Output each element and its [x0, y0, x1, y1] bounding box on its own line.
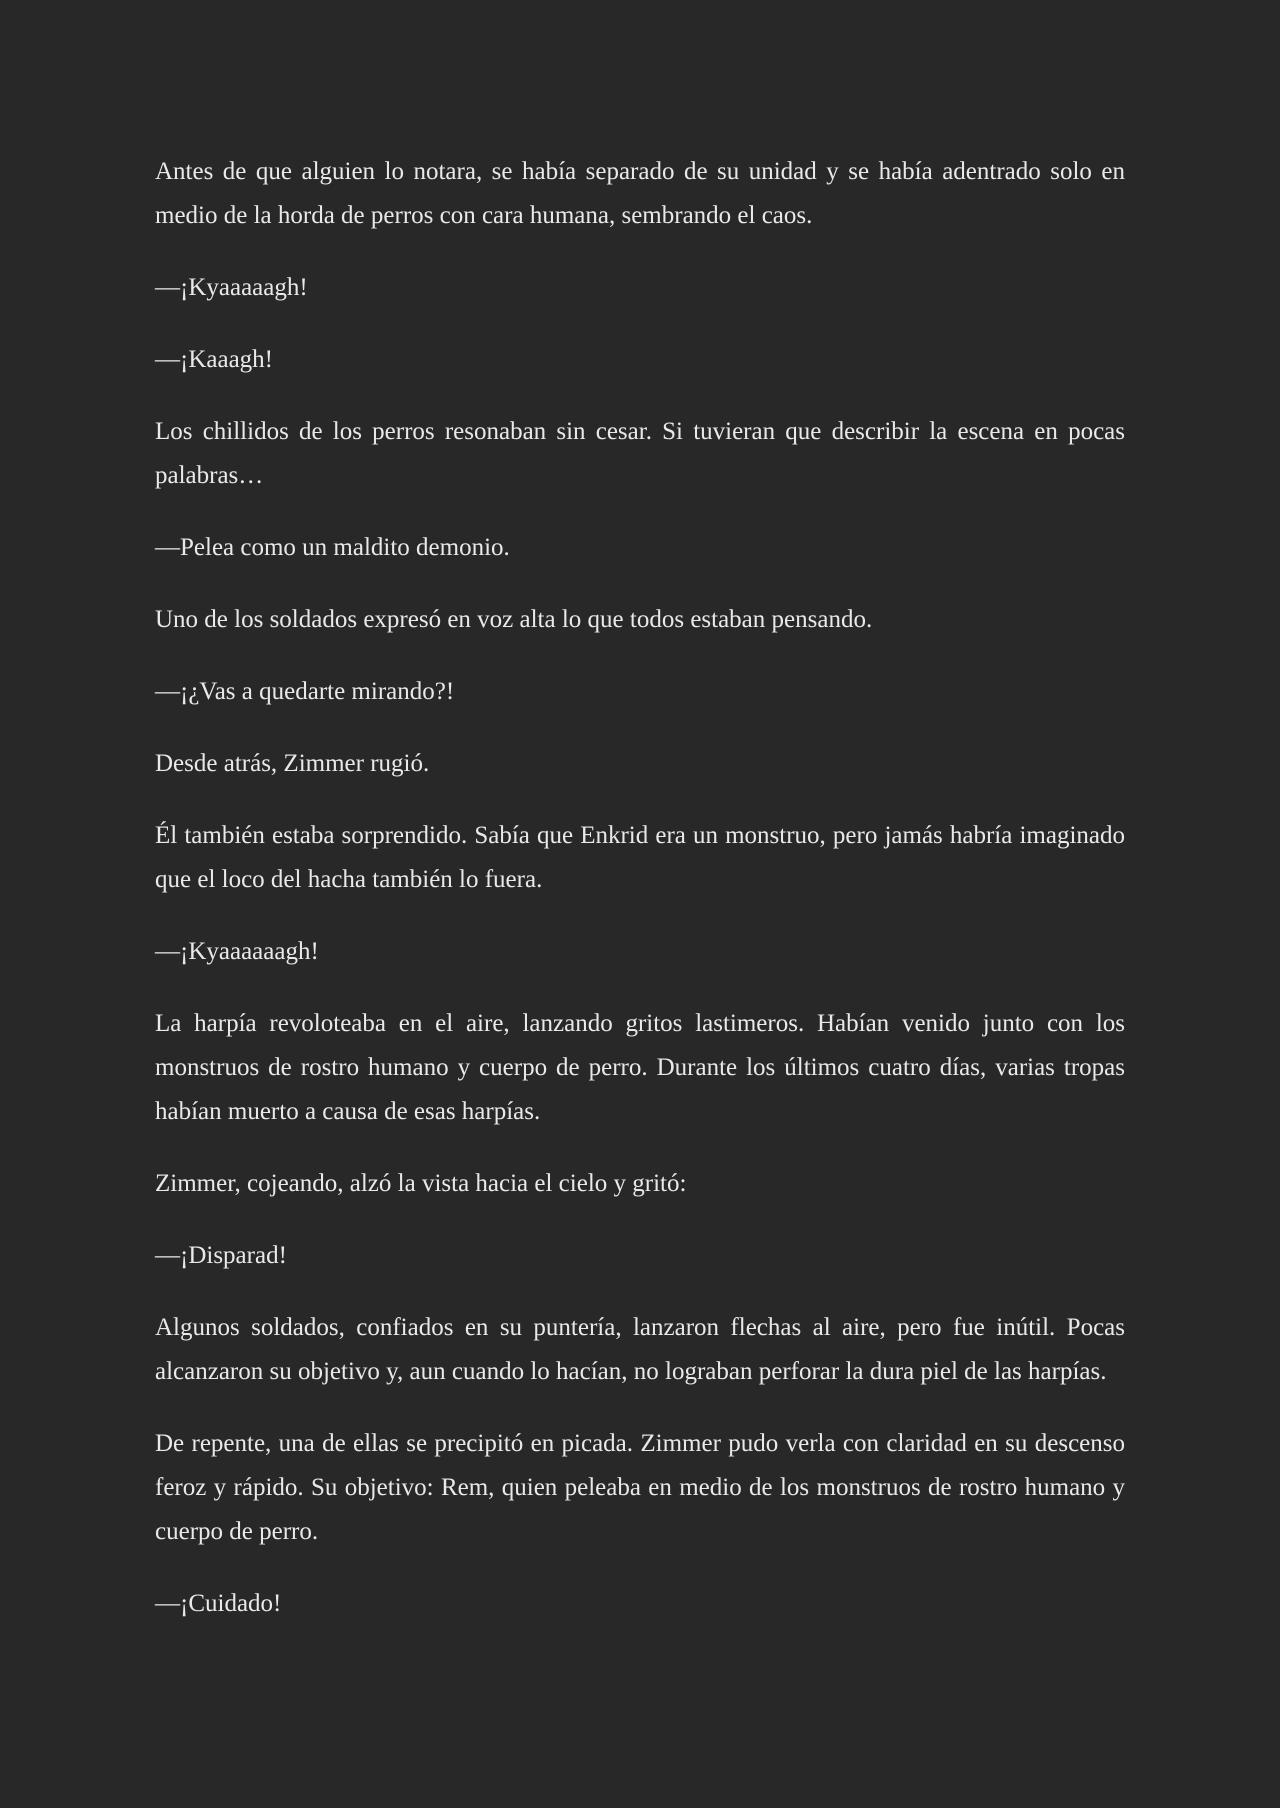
dialogue-line: —¡Cuidado! — [155, 1590, 282, 1617]
paragraph: La harpía revoloteaba en el aire, lanzando gritos lastimeros. Habían venido junto con los monstruos de rostro humano y cuerpo de perro. Durante los últimos cuatro días, varias tropas habían muerto a causa de esas harpías. — [155, 1010, 1125, 1125]
reading-content — [155, 150, 1125, 1654]
dialogue-line: —¡Kaaagh! — [155, 346, 273, 373]
paragraph: Antes de que alguien lo notara, se había separado de su unidad y se había adentrado solo en medio de la horda de perros con cara humana, sembrando el caos. — [155, 158, 1125, 229]
paragraph: Zimmer, cojeando, alzó la vista hacia el cielo y gritó: — [155, 1170, 687, 1197]
paragraph: Desde atrás, Zimmer rugió. — [155, 750, 430, 777]
paragraph: De repente, una de ellas se precipitó en picada. Zimmer pudo verla con claridad en su descenso feroz y rápido. Su objetivo: Rem, quien peleaba en medio de los monstruos de rostro humano y cuerpo de perro. — [155, 1430, 1125, 1545]
dialogue-line: —¡Disparad! — [155, 1242, 287, 1269]
paragraph: Los chillidos de los perros resonaban sin cesar. Si tuvieran que describir la escena en pocas palabras… — [155, 418, 1125, 489]
paragraph: Él también estaba sorprendido. Sabía que Enkrid era un monstruo, pero jamás habría imaginado que el loco del hacha también lo fuera. — [155, 822, 1125, 893]
paragraph: Uno de los soldados expresó en voz alta lo que todos estaban pensando. — [155, 606, 873, 633]
dialogue-line: —¡¿Vas a quedarte mirando?! — [155, 678, 455, 705]
dialogue-line: —¡Kyaaaaagh! — [155, 274, 308, 301]
dialogue-line: —¡Kyaaaaaagh! — [155, 938, 319, 965]
paragraph: Algunos soldados, confiados en su puntería, lanzaron flechas al aire, pero fue inútil. Pocas alcanzaron su objetivo y, aun cuando lo hacían, no lograban perforar la dura piel de las harpías. — [155, 1314, 1125, 1385]
dialogue-line: —Pelea como un maldito demonio. — [155, 534, 510, 561]
